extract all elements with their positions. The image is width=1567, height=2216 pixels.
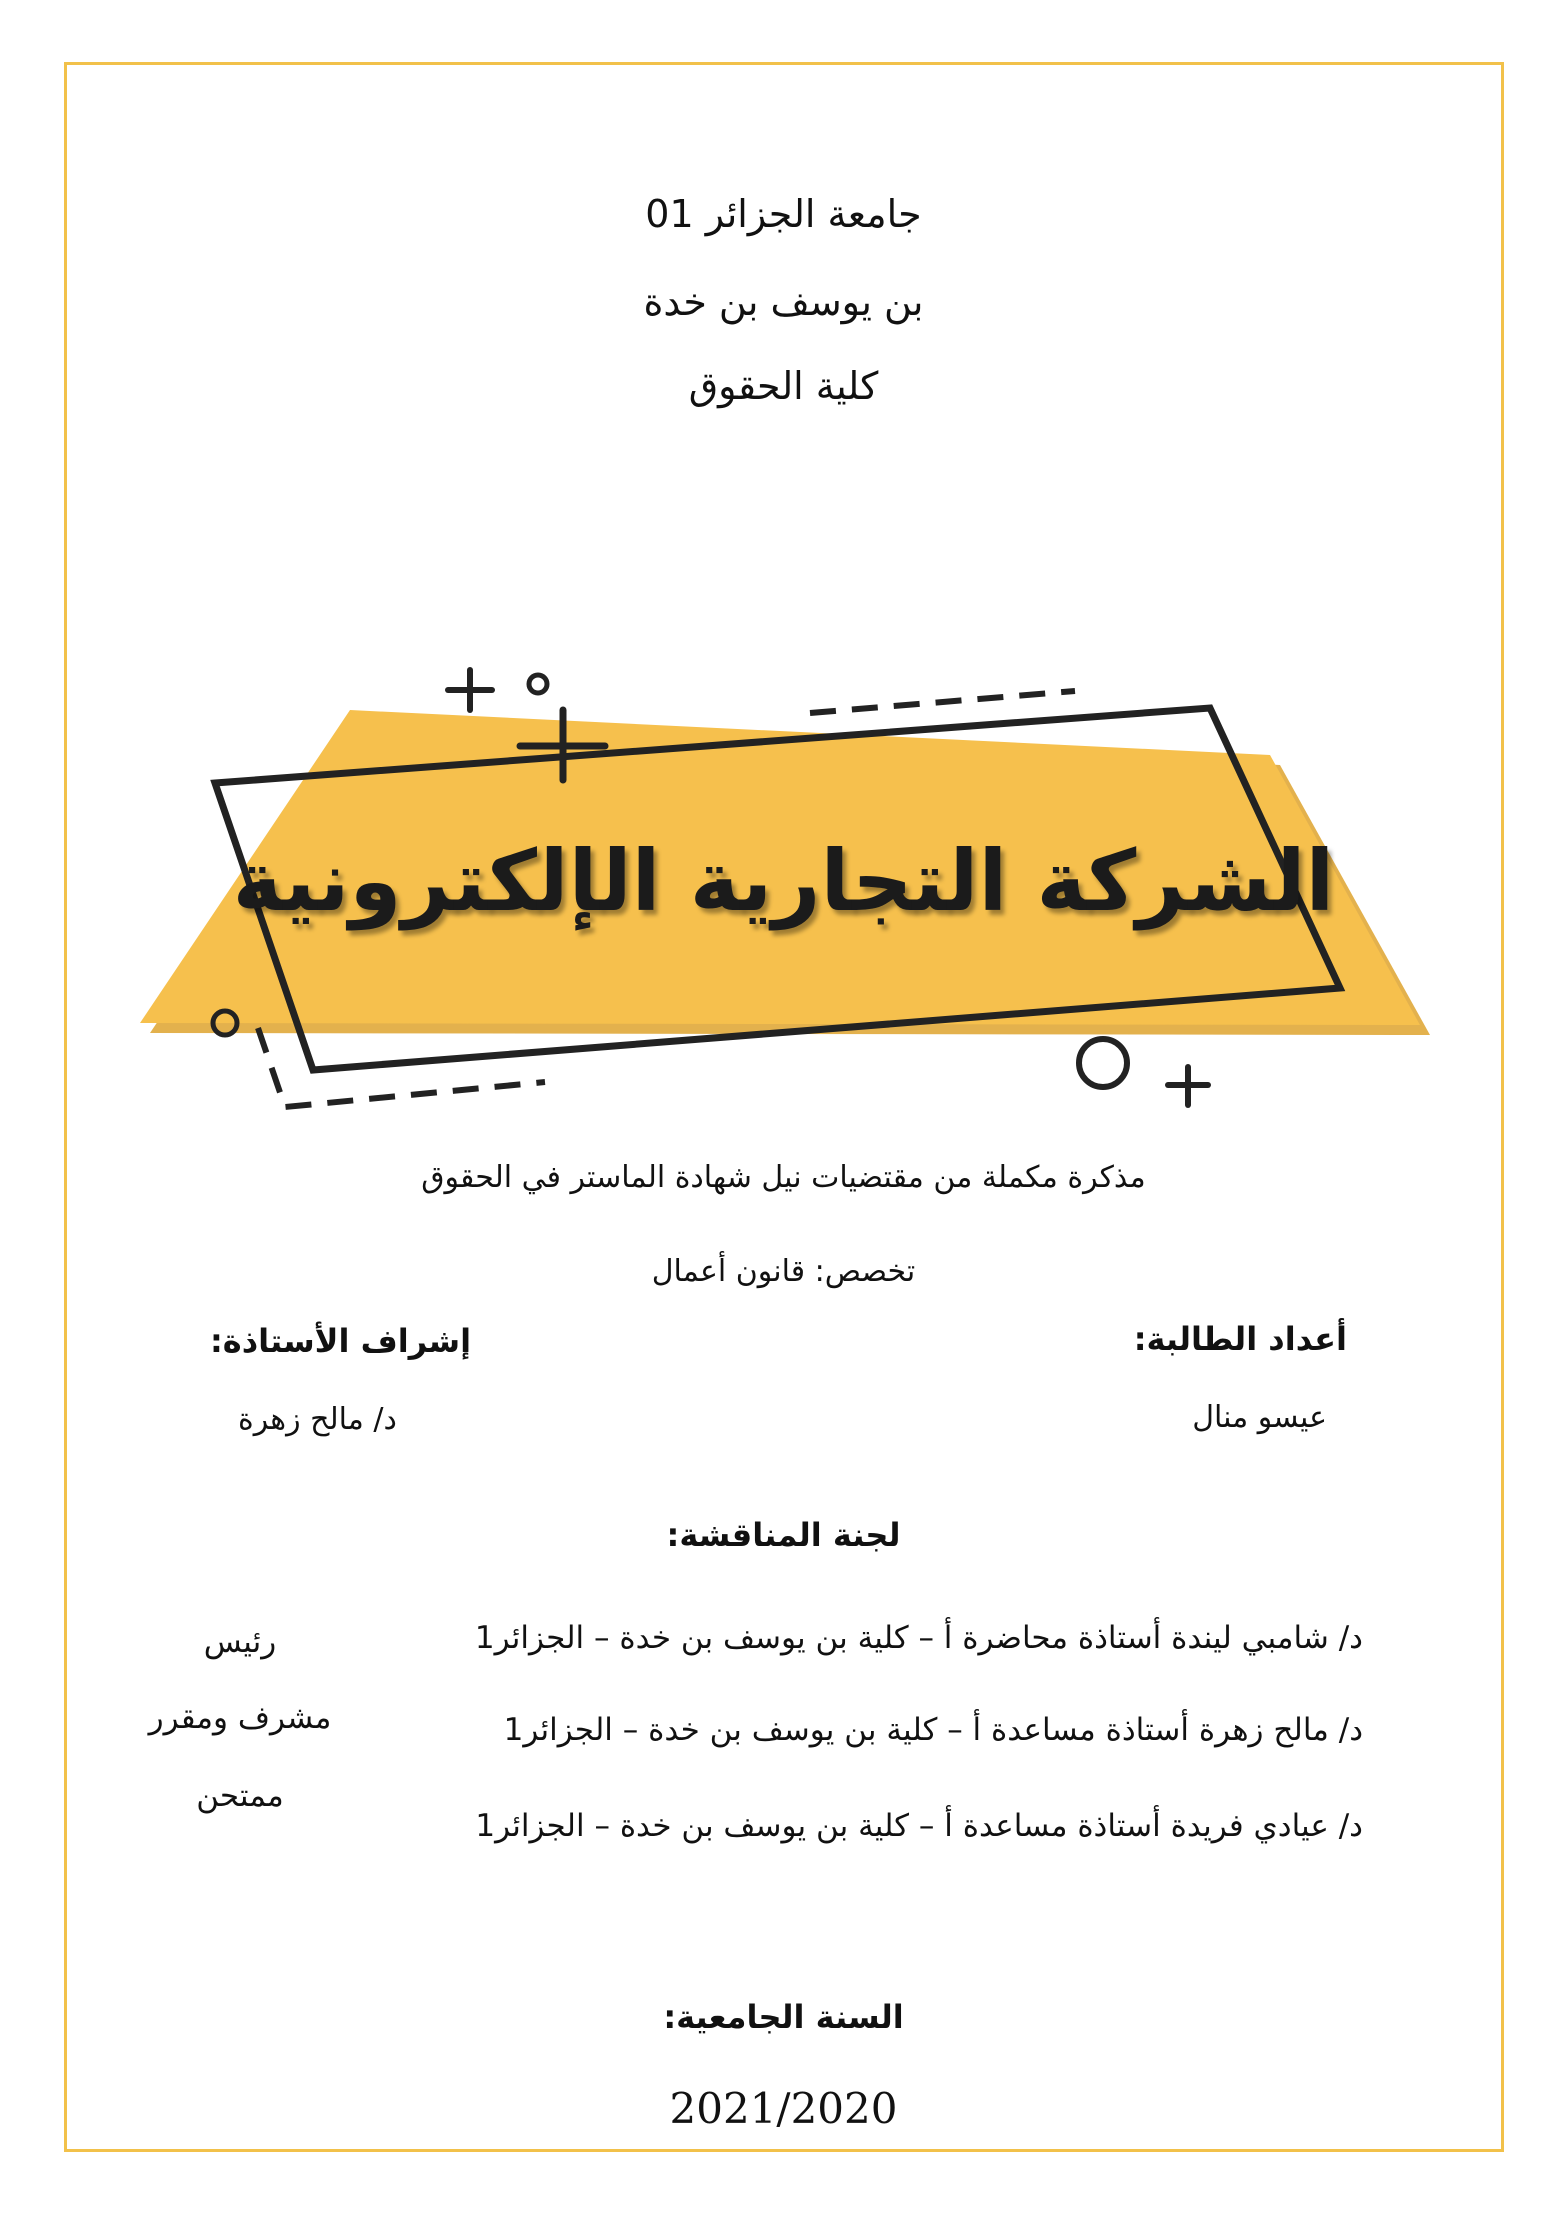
faculty-name: كلية الحقوق: [688, 364, 879, 408]
plus-icon-small-top: [448, 670, 492, 710]
specialty: تخصص: قانون أعمال: [651, 1254, 916, 1289]
supervisor-label: إشراف الأستاذة:: [210, 1322, 472, 1360]
academic-year-value: 2021/2020: [669, 2084, 898, 2133]
committee-member: د/ شامبي ليندة أستاذة محاضرة أ – كلية بن يوسف بن خدة – الجزائر1: [474, 1620, 1363, 1656]
circle-icon-bottom-right: [1079, 1039, 1127, 1087]
committee-role: رئيس: [203, 1624, 277, 1660]
committee-role: ممتحن: [196, 1778, 284, 1814]
thesis-subtitle: مذكرة مكملة من مقتضيات نيل شهادة الماستر في الحقوق: [421, 1160, 1146, 1195]
student-label: أعداد الطالبة:: [1133, 1320, 1347, 1358]
plus-icon-bottom-right: [1168, 1067, 1208, 1105]
dashed-line-top: [810, 691, 1075, 713]
supervisor-name: د/ مالح زهرة: [238, 1402, 397, 1437]
committee-label: لجنة المناقشة:: [666, 1516, 901, 1554]
committee-member: د/ عيادي فريدة أستاذة مساعدة أ – كلية بن يوسف بن خدة – الجزائر1: [475, 1808, 1363, 1844]
committee-member: د/ مالح زهرة أستاذة مساعدة أ – كلية بن يوسف بن خدة – الجزائر1: [503, 1712, 1363, 1748]
circle-icon-small-top: [529, 675, 547, 693]
university-name: جامعة الجزائر 01: [645, 192, 922, 236]
thesis-title: الشركة التجارية الإلكترونية: [232, 832, 1335, 930]
student-name: عيسو منال: [1192, 1400, 1327, 1435]
academic-year-label: السنة الجامعية:: [663, 1998, 904, 2036]
committee-role: مشرف ومقرر: [148, 1700, 332, 1736]
university-subname: بن يوسف بن خدة: [643, 280, 924, 324]
